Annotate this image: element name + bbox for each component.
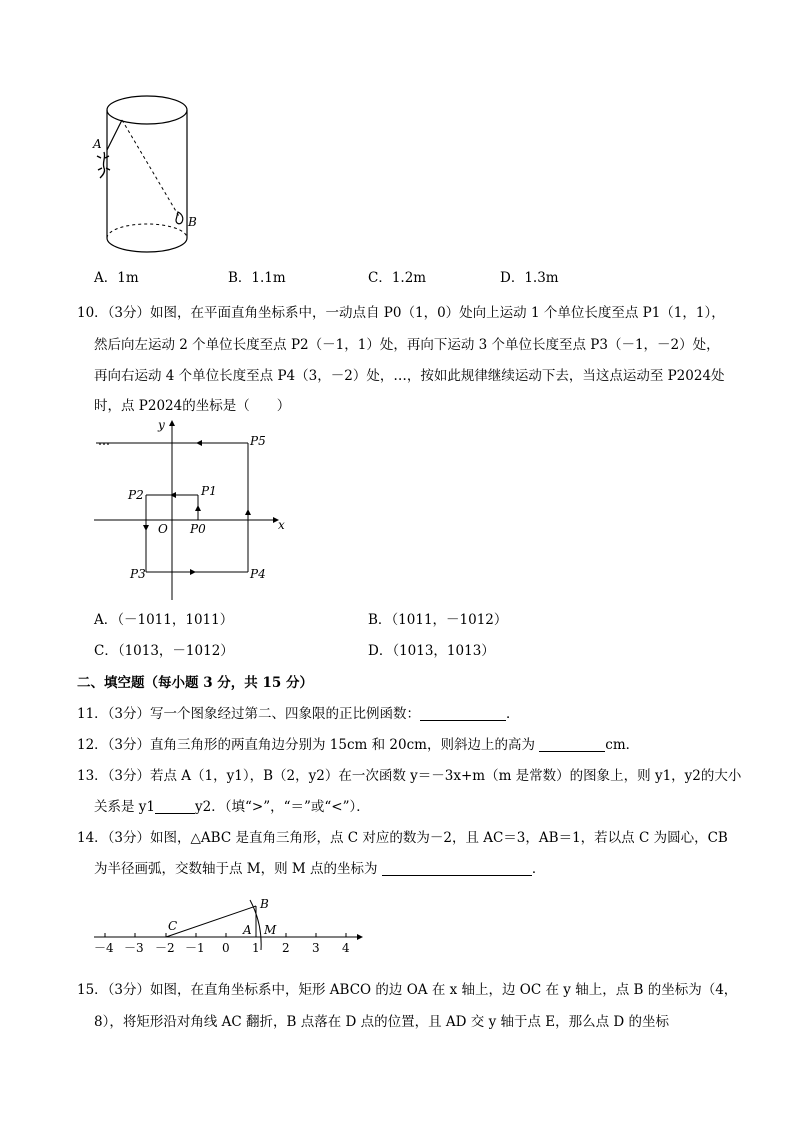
tick-label-neg3: －3 bbox=[124, 941, 144, 955]
point-label-p5: P5 bbox=[250, 434, 266, 448]
point-label-p2: P2 bbox=[128, 488, 144, 502]
continuation-dots: … bbox=[98, 434, 110, 448]
q14-line-2 bbox=[94, 859, 545, 879]
q14-answer-blank[interactable] bbox=[382, 861, 532, 876]
cylinder-figure bbox=[90, 92, 210, 262]
q12-answer-blank[interactable] bbox=[539, 737, 605, 752]
tick-label-2: 2 bbox=[282, 941, 290, 955]
tick-label-4: 4 bbox=[342, 941, 350, 955]
cylinder-top-ellipse bbox=[107, 96, 187, 124]
number-line-ticks bbox=[105, 933, 346, 937]
tick-label-1: 1 bbox=[252, 941, 260, 955]
point-label-p3: P3 bbox=[130, 567, 146, 581]
cylinder-bottom-back bbox=[107, 224, 187, 238]
point-label-p1: P1 bbox=[201, 484, 217, 498]
q13-answer-blank[interactable] bbox=[155, 799, 195, 814]
tick-label-neg4: －4 bbox=[94, 941, 114, 955]
x-axis-label: x bbox=[278, 518, 285, 532]
q10-option-c[interactable]: C．（1013，－1012） bbox=[94, 643, 234, 659]
insect-icon bbox=[176, 212, 183, 224]
q10-line-1: 10．（3分）如图，在平面直角坐标系中，一动点自 P0（1，0）处向上运动 1 个单位长度至点 P1（1，1）， bbox=[77, 305, 725, 321]
point-label-A: A bbox=[93, 137, 102, 151]
tick-label-neg2: －2 bbox=[155, 941, 175, 955]
q13-line-2a: 关系是 y1 bbox=[94, 799, 156, 815]
gecko-icon bbox=[97, 152, 110, 178]
q11-end: ． bbox=[506, 706, 520, 722]
q11-line bbox=[77, 704, 520, 724]
point-label-A: A bbox=[243, 923, 252, 937]
origin-label: O bbox=[158, 522, 168, 536]
point-label-B: B bbox=[260, 897, 269, 911]
q11-answer-blank[interactable] bbox=[420, 706, 506, 721]
point-label-M: M bbox=[264, 923, 277, 937]
path-solid-segment bbox=[107, 120, 122, 150]
q15-line-2: 8），将矩形沿对角线 AC 翻折，B 点落在 D 点的位置，且 AD 交 y 轴于点 E，那么点 D 的坐标 bbox=[94, 1014, 670, 1030]
q14-line-2-text: 为半径画弧，交数轴于点 M，则 M 点的坐标为 bbox=[94, 861, 378, 877]
tick-label-0: 0 bbox=[222, 941, 230, 955]
q13-line-2b: y2．（填“>”，“＝”或“<”）． bbox=[195, 799, 370, 815]
q15-line-1: 15．（3分）如图，在直角坐标系中，矩形 ABCO 的边 OA 在 x 轴上，边 OC 在 y 轴上，点 B 的坐标为（4， bbox=[77, 982, 738, 998]
q11-text: 11．（3分）写一个图象经过第二、四象限的正比例函数： bbox=[77, 706, 421, 722]
q10-option-b[interactable]: B．（1011，－1012） bbox=[368, 612, 508, 628]
q13-line-2 bbox=[94, 797, 370, 817]
q13-line-1: 13．（3分）若点 A（1，y1），B（2，y2）在一次函数 y＝－3x+m（m 是常数）的图象上，则 y1，y2的大小 bbox=[77, 768, 742, 784]
point-label-B: B bbox=[188, 215, 197, 229]
y-axis-label: y bbox=[158, 418, 165, 432]
tick-label-neg1: －1 bbox=[185, 941, 205, 955]
spiral-path-figure bbox=[90, 415, 300, 605]
point-label-C: C bbox=[168, 919, 178, 933]
q9-option-d[interactable]: D．1.3m bbox=[500, 270, 559, 286]
q10-option-d[interactable]: D．（1013，1013） bbox=[368, 643, 495, 659]
q9-option-b[interactable]: B．1.1m bbox=[228, 270, 286, 286]
q12-unit: cm． bbox=[605, 737, 640, 753]
point-label-p4: P4 bbox=[250, 567, 266, 581]
q9-option-c[interactable]: C．1.2m bbox=[368, 270, 427, 286]
q10-line-3: 再向右运动 4 个单位长度至点 P4（3，－2）处，…，按如此规律继续运动下去，当这点运动至 P2024处 bbox=[94, 368, 725, 384]
q14-end: ． bbox=[531, 861, 546, 877]
q9-option-a[interactable]: A．1m bbox=[94, 270, 139, 286]
tick-label-3: 3 bbox=[312, 941, 320, 955]
q10-line-2: 然后向左运动 2 个单位长度至点 P2（－1，1）处，再向下运动 3 个单位长度至点 P3（－1，－2）处， bbox=[94, 337, 720, 353]
q10-option-a[interactable]: A．（－1011，1011） bbox=[94, 612, 234, 628]
point-label-p0: P0 bbox=[190, 522, 206, 536]
q12-line bbox=[77, 735, 639, 755]
section-heading-fill-in: 二、填空题（每小题 3 分，共 15 分） bbox=[77, 675, 313, 691]
q12-text: 12．（3分）直角三角形的两直角边分别为 15cm 和 20cm，则斜边上的高为 bbox=[77, 737, 535, 753]
cylinder-bottom-front bbox=[107, 238, 187, 252]
q10-line-4: 时，点 P2024的坐标是（ ） bbox=[94, 398, 291, 414]
number-line-figure bbox=[90, 890, 370, 960]
q14-line-1: 14．（3分）如图，△ABC 是直角三角形，点 C 对应的数为－2，且 AC＝3，AB＝1，若以点 C 为圆心，CB bbox=[77, 830, 728, 846]
path-dashed-segment bbox=[122, 120, 180, 218]
